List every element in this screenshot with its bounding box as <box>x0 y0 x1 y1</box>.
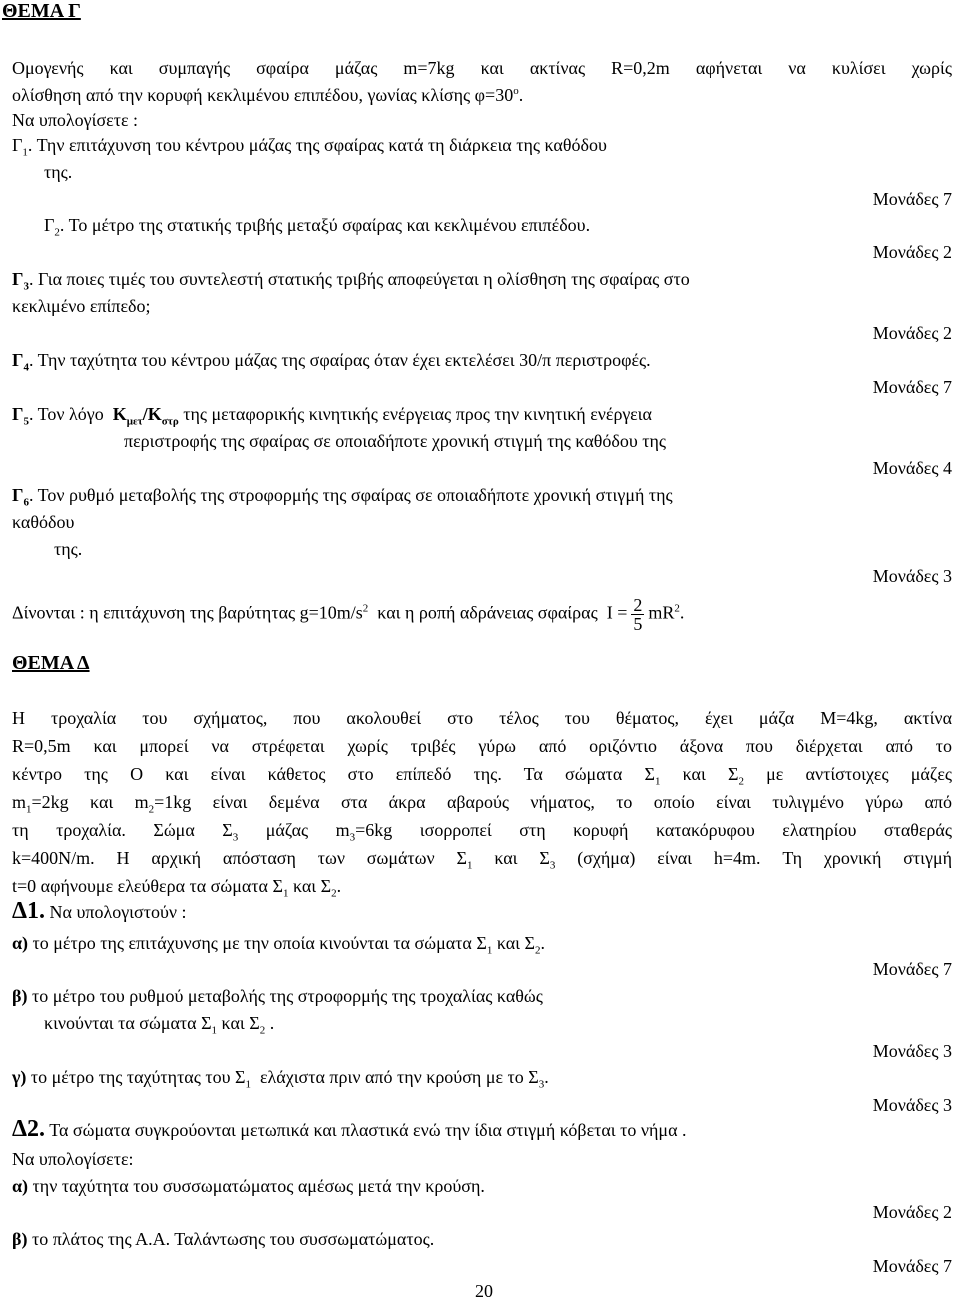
theme-g-intro-line-1: Ομογενής και συμπαγής σφαίρα μάζας m=7kg και ακτίνας R=0,2m αφήνεται να κυλίσει χωρίς <box>12 58 952 78</box>
question-g4-marks: Μονάδες 7 <box>872 377 952 397</box>
theme-d-paragraph-line-4: $m_1=2kg$ και $m_2=1kg$ είναι δεμένα στα άκρα αβαρούς νήματος, το οποίο είναι τυλιγμένο γύρω από <box>12 792 952 816</box>
question-g6-marks: Μονάδες 3 <box>872 566 952 586</box>
question-d1b-marks: Μονάδες 3 <box>872 1041 952 1061</box>
question-d1b-line-2: κινούνται τα σώματα $\Sigma_1$ και $\Sigma_2$ . <box>44 1013 275 1037</box>
page-number: 20 <box>475 1281 493 1301</box>
theme-d-paragraph-line-2: R=0,5m και μπορεί να στρέφεται χωρίς τριβές γύρω από οριζόντιο άξονα που διέρχεται από το <box>12 736 952 756</box>
question-g3-marks: Μονάδες 2 <box>872 323 952 343</box>
theme-g-intro-line-2: ολίσθηση από την κορυφή κεκλιμένου επιπέδου, γωνίας κλίσης $\varphi=30^o$. <box>12 85 524 105</box>
theme-d-paragraph-line-1: Η τροχαλία του σχήματος, που ακολουθεί στο τέλος του θέματος, έχει μάζα M=4kg, ακτίνα <box>12 708 952 728</box>
question-d2b: β) το πλάτος της Α.Α. Ταλάντωσης του συσσωματώματος. <box>12 1229 435 1249</box>
theme-d-paragraph-line-3: κέντρο της Ο και είναι κάθετος στο επίπεδό της. Τα σώματα $\Sigma_1$ και $\Sigma_2$ με αντίστοιχες μάζες <box>12 764 953 788</box>
fraction-two-fifths: $\frac{2}{5}$ <box>633 595 643 634</box>
question-d2-line-2: Να υπολογίσετε: <box>12 1149 134 1169</box>
question-g1-marks: Μονάδες 7 <box>872 189 952 209</box>
question-g6-line-3: της. <box>54 539 83 559</box>
theme-d-paragraph-line-6: k=400N/m. Η αρχική απόσταση των σωμάτων $\Sigma_1$ και $\Sigma_3$ (σχήμα) είναι h=4m. Τη χρονική στιγμή <box>12 848 953 872</box>
theme-d-paragraph-line-7: t=0 αφήνουμε ελεύθερα τα σώματα $\Sigma_1$ και $\Sigma_2$. <box>12 876 342 900</box>
theme-d-paragraph-line-5: τη τροχαλία. Σώμα $\Sigma_3$ μάζας $m_3=6kg$ ισορροπεί στη κορυφή κατακόρυφου ελατηρίου σταθεράς <box>12 820 952 844</box>
theme-g-intro-line-3: Να υπολογίσετε : <box>12 110 139 130</box>
question-d2a-marks: Μονάδες 2 <box>872 1202 952 1222</box>
question-d2b-marks: Μονάδες 7 <box>872 1256 952 1276</box>
question-d1b: β) το μέτρο του ρυθμού μεταβολής της στροφορμής της τροχαλίας καθώς <box>12 986 543 1006</box>
theme-d-heading: ΘΕΜΑ Δ <box>12 652 90 674</box>
question-d1a: α) το μέτρο της επιτάχυνσης με την οποία κινούνται τα σώματα $\Sigma_1$ και $\Sigma_2$. <box>12 933 545 957</box>
question-g2-marks: Μονάδες 2 <box>872 242 952 262</box>
question-g3: $\Gamma_3$. Για ποιες τιμές του συντελεστή στατικής τριβής αποφεύγεται η ολίσθηση της σφαίρας στο <box>12 269 690 293</box>
question-d2: Δ2. Τα σώματα συγκρούονται μετωπικά και πλαστικά ενώ την ίδια στιγμή κόβεται το νήμα . <box>12 1116 687 1142</box>
question-g1-line-2: της. <box>44 162 73 182</box>
theme-g-heading: ΘΕΜΑ Γ <box>2 0 81 22</box>
question-g5-line-2: περιστροφής της σφαίρας σε οποιαδήποτε χρονική στιγμή της καθόδου της <box>124 431 667 451</box>
question-g5-marks: Μονάδες 4 <box>872 458 952 478</box>
question-g1: $\Gamma_1$. Την επιτάχυνση του κέντρου μάζας της σφαίρας κατά τη διάρκεια της καθόδου <box>12 135 607 159</box>
question-g5: $\Gamma_5$. Τον λόγο $K_{\mu\varepsilon\tau}/K_{\sigma\tau\rho}$ της μεταφορικής κινητικής ενέργειας προς την κινητική ενέργεια <box>12 404 652 428</box>
question-g6: $\Gamma_6$. Τον ρυθμό μεταβολής της στροφορμής της σφαίρας σε οποιαδήποτε χρονική στιγμή της <box>12 485 673 509</box>
question-g2: $\Gamma_2$. Το μέτρο της στατικής τριβής μεταξύ σφαίρας και κεκλιμένου επιπέδου. <box>44 215 591 239</box>
question-d2a: α) την ταχύτητα του συσσωματώματος αμέσως μετά την κρούση. <box>12 1176 485 1196</box>
question-g3-line-2: κεκλιμένο επίπεδο; <box>12 296 151 316</box>
given-data-line: Δίνονται : η επιτάχυνση της βαρύτητας $g=10m/s^2$ και η ροπή αδράνειας σφαίρας I = $\frac{2}{5}$ $mR^2$. <box>12 595 685 634</box>
question-d1c: γ) το μέτρο της ταχύτητας του $\Sigma_1$ ελάχιστα πριν από την κρούση με το $\Sigma_3$. <box>12 1067 549 1091</box>
question-d1a-marks: Μονάδες 7 <box>872 959 952 979</box>
question-g4: $\Gamma_4$. Την ταχύτητα του κέντρου μάζας της σφαίρας όταν έχει εκτελέσει 30/π περιστροφές. <box>12 350 651 374</box>
question-d1: Δ1. Να υπολογιστούν : <box>12 898 187 924</box>
question-d1c-marks: Μονάδες 3 <box>872 1095 952 1115</box>
question-g6-line-2: καθόδου <box>12 512 75 532</box>
